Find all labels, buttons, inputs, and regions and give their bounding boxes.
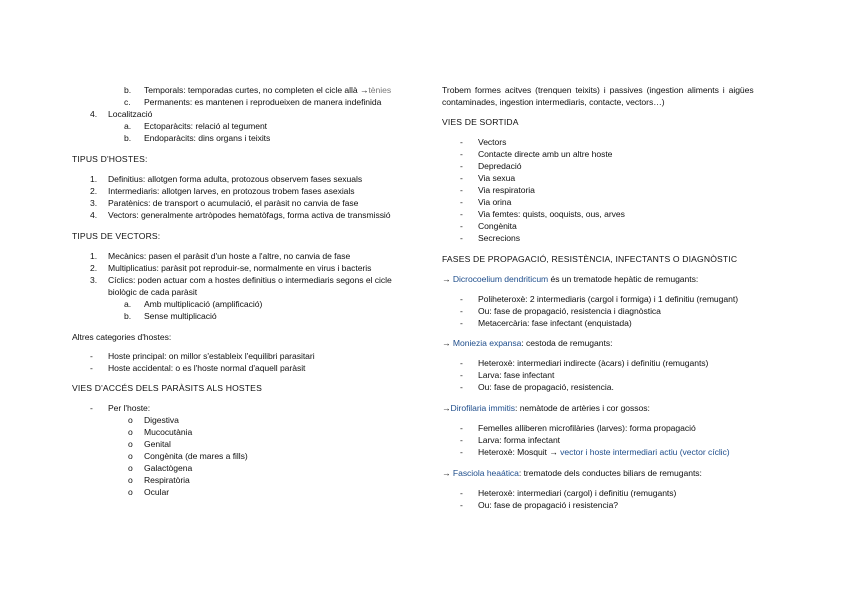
list-marker: b. — [124, 85, 132, 95]
list-marker: - — [460, 161, 463, 171]
list-item-definitius: Definitius: allotgen forma adulta, protozous observem fases sexuals — [108, 174, 363, 184]
list-marker: b. — [124, 311, 132, 321]
arrow-right-icon: → — [442, 338, 451, 348]
list-item-hoste-principal: Hoste principal: on millor s'estableix l'equilibri parasitari — [108, 351, 315, 361]
list-marker: - — [460, 137, 463, 147]
list-item-via-respiratoria: Via respiratoria — [478, 185, 535, 195]
list-item-per-hoste: Per l'hoste: — [108, 403, 151, 413]
list-marker: 4. — [90, 210, 98, 220]
bullet-o: o — [128, 451, 133, 461]
list-item-mucocutania: Mucocutània — [144, 427, 193, 437]
list-item-ou: Ou: fase de propagació, resistencia i diagnòstica — [478, 306, 661, 316]
list-marker: - — [460, 173, 463, 183]
list-item-localitzacio: Localització — [108, 109, 153, 119]
bullet-o: o — [128, 475, 133, 485]
list-marker: 1. — [90, 174, 98, 184]
list-marker: a. — [124, 299, 132, 309]
bullet-o: o — [128, 487, 133, 497]
list-item-metacercaria: Metacercària: fase infectant (enquistada) — [478, 318, 632, 328]
list-item-heteroxe: Heteroxè: intermediari (cargol) i definitiu (remugants) — [478, 488, 677, 498]
list-item-amb-multiplicacio: Amb multiplicació (amplificació) — [144, 299, 263, 309]
list-marker: - — [460, 435, 463, 445]
list-item-digestiva: Digestiva — [144, 415, 179, 425]
list-item-ou: Ou: fase de propagació i resistencia? — [478, 500, 619, 510]
list-item-temporals: Temporals: temporadas curtes, no completen el cicle allà →tènies — [144, 85, 392, 95]
fasciola-heading: → Fasciola heaática: trematode dels conductes biliars de remugants: — [442, 468, 702, 478]
list-item-permanents: Permanents: es mantenen i reprodueixen de manera indefinida — [144, 97, 382, 107]
list-item-contacte: Contacte directe amb un altre hoste — [478, 149, 613, 159]
list-marker: 3. — [90, 275, 98, 285]
list-marker: - — [90, 403, 93, 413]
section-heading-tipus-hostes: TIPUS D'HOSTES: — [72, 154, 148, 164]
bullet-o: o — [128, 427, 133, 437]
list-item-ectoparacits: Ectoparàcits: relació al tegument — [144, 121, 268, 131]
list-item-larva: Larva: forma infectant — [478, 435, 561, 445]
list-marker: - — [460, 209, 463, 219]
list-item-via-sexual: Via sexua — [478, 173, 516, 183]
list-item-paratenics: Paratènics: de transport o acumulació, el paràsit no canvia de fase — [108, 198, 359, 208]
list-marker: - — [460, 221, 463, 231]
list-marker: - — [460, 423, 463, 433]
list-marker: - — [460, 306, 463, 316]
dicrocoelium-heading: → Dicrocoelium dendriticum és un trematode hepàtic de remugants: — [442, 274, 699, 284]
list-item-ocular: Ocular — [144, 487, 170, 497]
list-item-congenita: Congènita — [478, 221, 517, 231]
intro-paragraph-line-2: contaminades, ingestion intermediaris, contacte, vectors…) — [442, 97, 665, 107]
intro-paragraph-line-1: Trobem formes acitves (trenquen teixits) i passives (ingestion aliments i aigües — [442, 85, 754, 95]
list-item-multiplicatius: Multiplicatius: paràsit pot reproduir-se, normalmente en virus i bacteris — [108, 263, 372, 273]
dirofilaria-heading: →Dirofilaria immitis: nemàtode de artèries i cor gossos: — [442, 403, 650, 413]
list-item-congenita: Congènita (de mares a fills) — [144, 451, 248, 461]
list-item-via-femtes: Via femtes: quists, ooquists, ous, arves — [478, 209, 625, 219]
list-item-intermediaris: Intermediaris: allotgen larves, en protozous trobem fases asexials — [108, 186, 355, 196]
arrow-right-icon: → — [549, 447, 558, 457]
list-item-ciclics-continuation: biològic de cada paràsit — [108, 287, 198, 297]
list-item-femelles: Femelles alliberen microfilàries (larves): forma propagació — [478, 423, 696, 433]
list-marker: - — [460, 197, 463, 207]
list-item-larva: Larva: fase infectant — [478, 370, 555, 380]
list-marker: - — [90, 351, 93, 361]
list-marker: - — [460, 382, 463, 392]
list-marker: - — [460, 500, 463, 510]
list-marker: - — [460, 233, 463, 243]
list-item-vectors: Vectors: generalmente artròpodes hematòfags, forma activa de transmissió — [108, 210, 391, 220]
list-item-respiratoria: Respiratòria — [144, 475, 190, 485]
bullet-o: o — [128, 415, 133, 425]
list-item-poliheteroxe: Poliheteroxè: 2 intermediaris (cargol i formiga) i 1 definitiu (remugant) — [478, 294, 739, 304]
altres-categories-heading: Altres categories d'hostes: — [72, 332, 172, 342]
section-heading-vies-sortida: VIES DE SORTIDA — [442, 117, 519, 127]
list-item-secrecions: Secrecions — [478, 233, 521, 243]
arrow-right-icon: → — [442, 468, 451, 478]
bullet-o: o — [128, 439, 133, 449]
arrow-right-icon: → — [442, 274, 451, 284]
list-marker: - — [460, 294, 463, 304]
list-marker: - — [90, 363, 93, 373]
list-marker: 2. — [90, 186, 98, 196]
list-item-via-orina: Via orina — [478, 197, 512, 207]
list-marker: - — [460, 185, 463, 195]
list-marker: 4. — [90, 109, 98, 119]
section-heading-fases: FASES DE PROPAGACIÓ, RESISTÈNCIA, INFECTANTS O DIAGNÒSTIC — [442, 254, 738, 264]
list-item-endoparacits: Endoparàcits: dins organs i teixits — [144, 133, 271, 143]
list-item-vectors: Vectors — [478, 137, 507, 147]
list-marker: - — [460, 358, 463, 368]
list-item-mecanics: Mecànics: pasen el paràsit d'un hoste a l'altre, no canvia de fase — [108, 251, 351, 261]
list-item-heteroxe-mosquit: Heteroxè: Mosquit → vector i hoste intermediari actiu (vector cíclic) — [478, 447, 730, 457]
moniezia-heading: → Moniezia expansa: cestoda de remugants: — [442, 338, 613, 348]
list-item-ou: Ou: fase de propagació, resistencia. — [478, 382, 614, 392]
list-marker: - — [460, 318, 463, 328]
list-marker: a. — [124, 121, 132, 131]
list-marker: 3. — [90, 198, 98, 208]
list-marker: b. — [124, 133, 132, 143]
list-item-ciclics: Cíclics: poden actuar com a hostes definitius o intermediaris segons el cicle — [108, 275, 392, 285]
list-marker: 1. — [90, 251, 98, 261]
list-marker: 2. — [90, 263, 98, 273]
list-item-genital: Genital — [144, 439, 171, 449]
section-heading-tipus-vectors: TIPUS DE VECTORS: — [72, 231, 161, 241]
list-marker: - — [460, 447, 463, 457]
list-item-depredacio: Depredació — [478, 161, 522, 171]
list-marker: - — [460, 370, 463, 380]
list-marker: - — [460, 149, 463, 159]
list-marker: - — [460, 488, 463, 498]
arrow-right-icon: → — [442, 403, 451, 413]
bullet-o: o — [128, 463, 133, 473]
section-heading-vies-acces: VIES D'ACCÉS DELS PARÀSITS ALS HOSTES — [72, 383, 262, 393]
list-item-galactogena: Galactògena — [144, 463, 193, 473]
list-marker: c. — [124, 97, 131, 107]
list-item-sense-multiplicacio: Sense multiplicació — [144, 311, 217, 321]
list-item-hoste-accidental: Hoste accidental: o es l'hoste normal d'aquell paràsit — [108, 363, 306, 373]
list-item-heteroxe: Heteroxè: intermediari indirecte (àcars) i definitiu (remugants) — [478, 358, 709, 368]
